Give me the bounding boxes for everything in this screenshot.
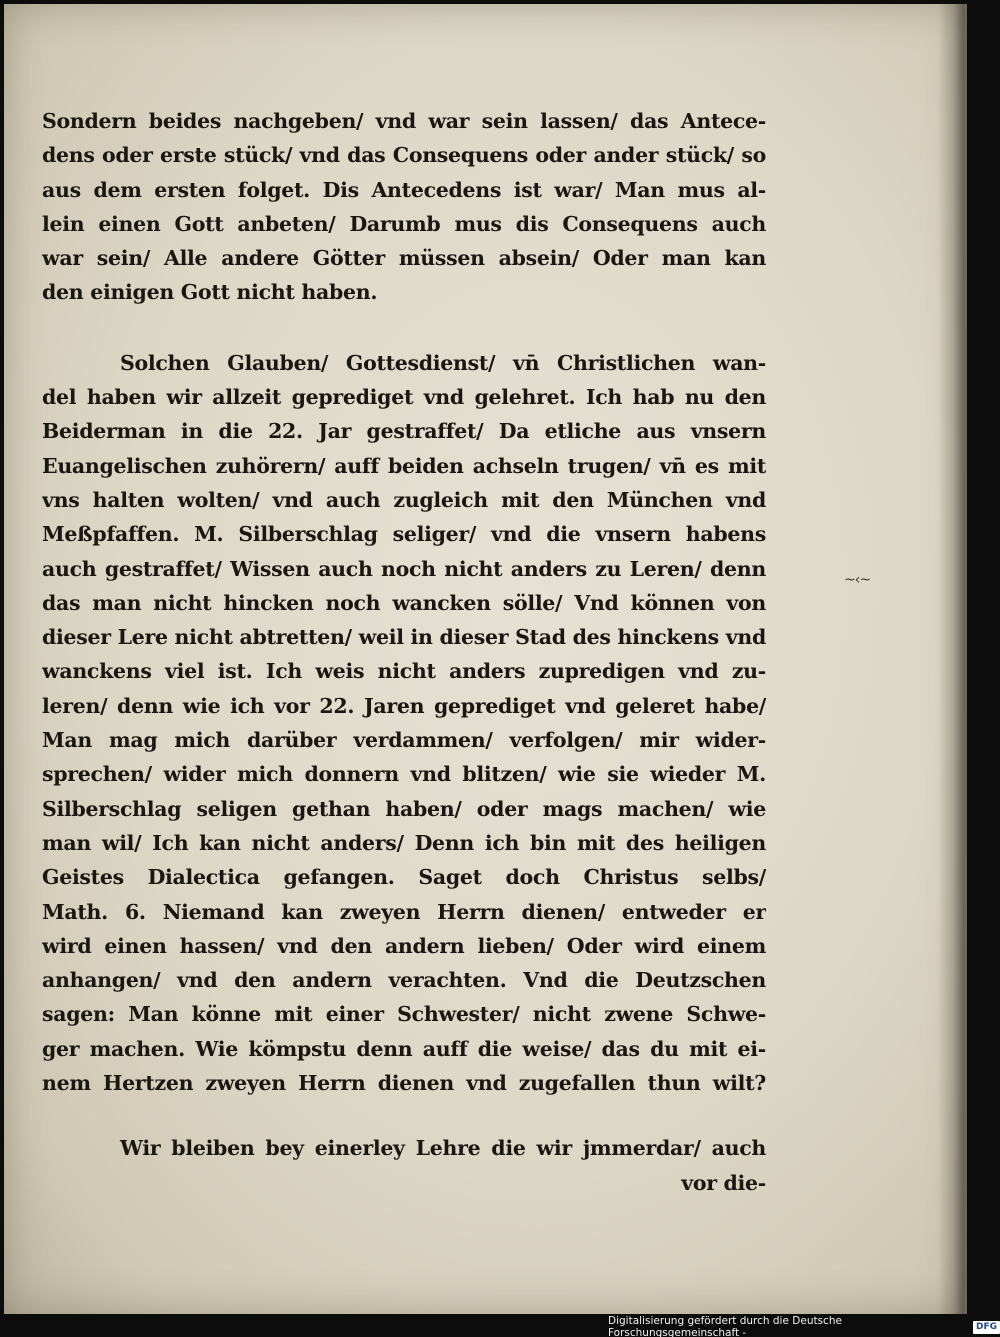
text-line: Man mag mich darüber verdammen/ verfolgen/ mir wider- xyxy=(42,728,766,753)
text-line: auch gestraffet/ Wissen auch noch nicht anders zu Leren/ denn xyxy=(42,556,766,581)
paragraph-1 xyxy=(42,104,766,310)
text-line: Meßpfaffen. M. Silberschlag seliger/ vnd die vnsern habens xyxy=(42,522,766,547)
text-line: Euangelischen zuhörern/ auff beiden achseln trugen/ vn̄ es mit xyxy=(42,453,766,478)
dfg-logo: DFG xyxy=(973,1321,1000,1334)
text-line: das man nicht hincken noch wancken sölle/ Vnd können von xyxy=(42,590,766,615)
text-line: del haben wir allzeit geprediget vnd gelehret. Ich hab nu den xyxy=(42,385,766,410)
text-line: Sondern beides nachgeben/ vnd war sein lassen/ das Antece- xyxy=(42,109,766,133)
text-line: Beiderman in die 22. Jar gestraffet/ Da etliche aus vnsern xyxy=(42,419,766,444)
text-line: leren/ denn wie ich vor 22. Jaren geprediget vnd geleret habe/ xyxy=(42,693,766,718)
catchword: vor die- xyxy=(681,1170,766,1195)
text-line: den einigen Gott nicht haben. xyxy=(42,280,378,305)
paragraph-2 xyxy=(42,346,766,1101)
funding-footer xyxy=(608,1315,1000,1337)
page-text xyxy=(42,104,766,1200)
text-line: Solchen Glauben/ Gottesdienst/ vn̄ Christlichen wan- xyxy=(120,350,766,375)
margin-mark: ~‹~ xyxy=(844,572,871,588)
text-line: wanckens viel ist. Ich weis nicht anders zupredigen vnd zu- xyxy=(42,659,766,684)
text-line: aus dem ersten folget. Dis Antecedens ist war/ Man mus al- xyxy=(42,177,766,202)
book-page xyxy=(4,4,967,1314)
funding-notice: Digitalisierung gefördert durch die Deutsche Forschungsgemeinschaft - xyxy=(608,1315,842,1337)
text-line: Math. 6. Niemand kan zweyen Herrn dienen/ entweder er xyxy=(42,899,766,924)
page-gutter-shadow xyxy=(938,4,964,1314)
text-line: war sein/ Alle andere Götter müssen absein/ Oder man kan xyxy=(42,246,766,271)
text-line: man wil/ Ich kan nicht anders/ Denn ich bin mit des heiligen xyxy=(42,830,766,855)
text-line: dens oder erste stück/ vnd das Consequens oder ander stück/ so xyxy=(42,143,766,168)
text-line: ger machen. Wie kömpstu denn auff die weise/ das du mit ei- xyxy=(42,1036,766,1061)
text-line: dieser Lere nicht abtretten/ weil in dieser Stad des hinckens vnd xyxy=(42,625,766,650)
text-line: Silberschlag seligen gethan haben/ oder mags machen/ wie xyxy=(42,796,766,821)
text-line: sprechen/ wider mich donnern vnd blitzen/ wie sie wieder M. xyxy=(42,762,766,787)
paragraph-3 xyxy=(42,1131,766,1200)
text-line: anhangen/ vnd den andern verachten. Vnd die Deutzschen xyxy=(42,968,766,993)
text-line: nem Hertzen zweyen Herrn dienen vnd zugefallen thun wilt? xyxy=(42,1071,766,1096)
text-line: Geistes Dialectica gefangen. Saget doch Christus selbs/ xyxy=(42,865,766,890)
text-line: lein einen Gott anbeten/ Darumb mus dis Consequens auch xyxy=(42,211,766,236)
text-line: wird einen hassen/ vnd den andern lieben/ Oder wird einem xyxy=(42,933,766,958)
text-line: vns halten wolten/ vnd auch zugleich mit den München vnd xyxy=(42,487,766,512)
text-line: Wir bleiben bey einerley Lehre die wir jmmerdar/ auch xyxy=(120,1136,766,1161)
text-line: sagen: Man könne mit einer Schwester/ nicht zwene Schwe- xyxy=(42,1002,766,1027)
